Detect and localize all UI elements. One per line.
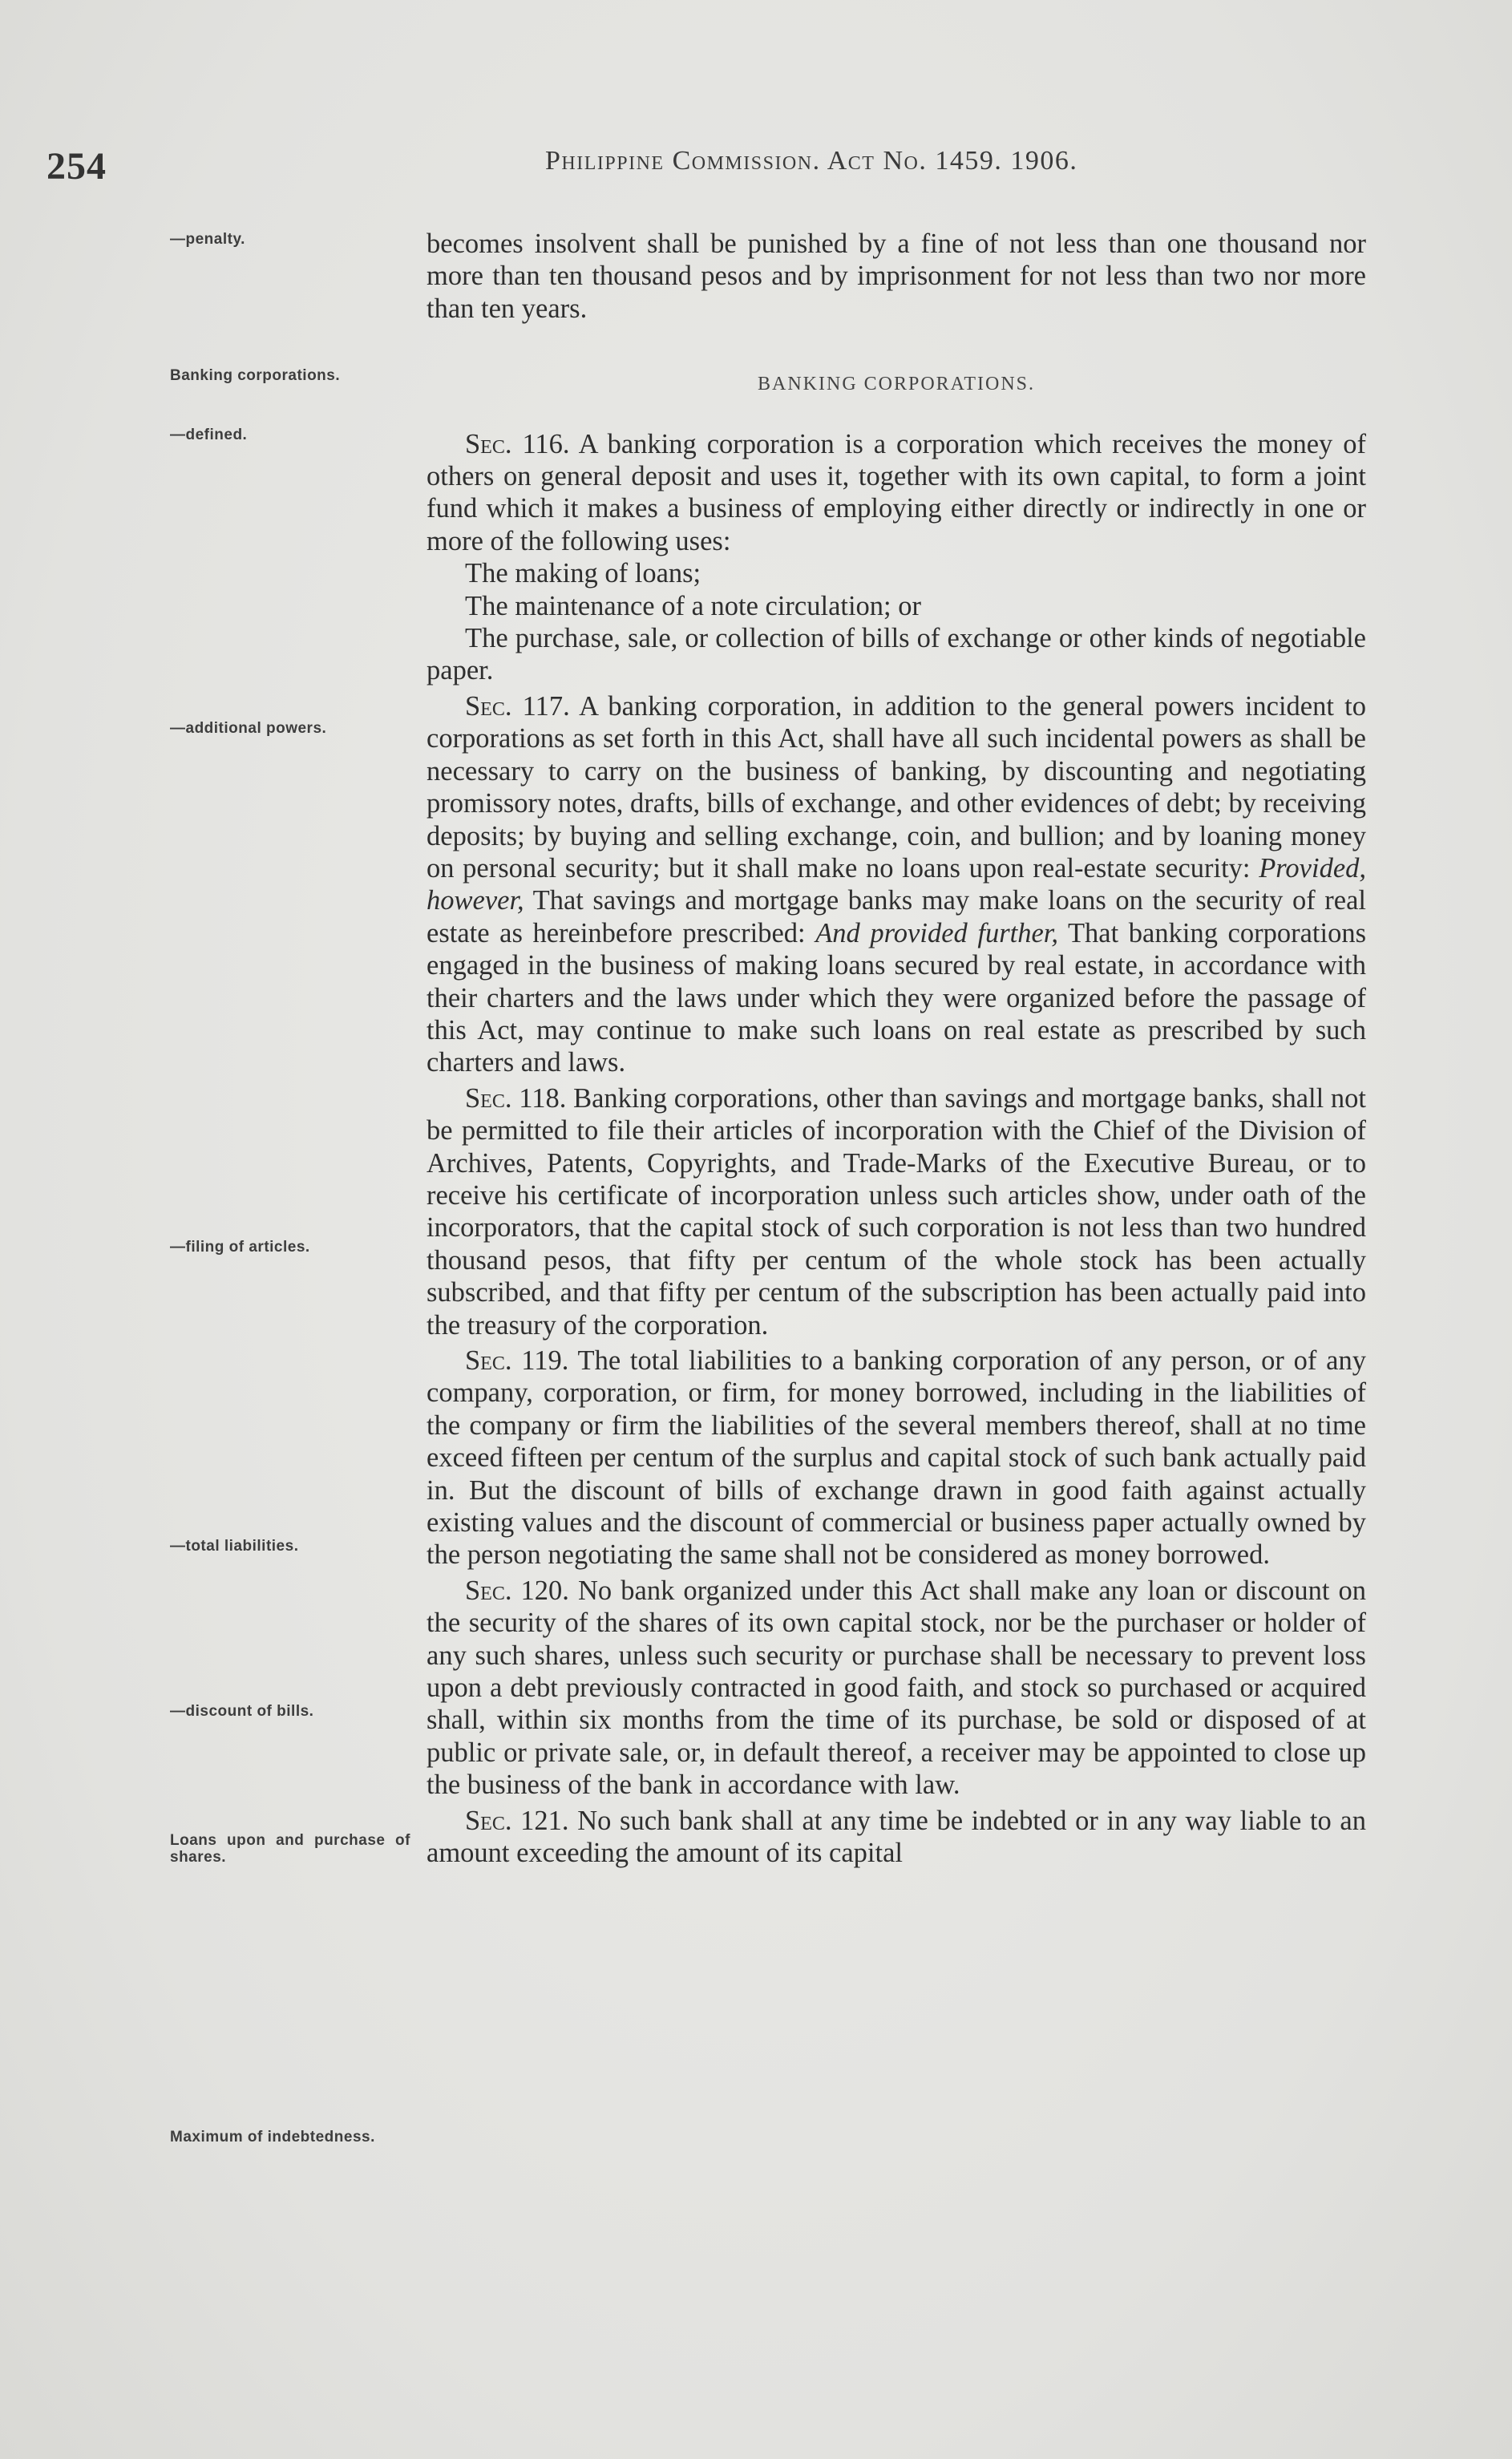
body-text: [427, 228, 1366, 1870]
margin-note-discount-of-bills: —discount of bills.: [170, 1703, 314, 1720]
sec-116-use-1: The making of loans;: [465, 558, 701, 589]
sec-117-proviso-2: And provided further,: [815, 917, 1058, 948]
sec-116-text: A banking corporation is a corporation which receives the money of others on general deposit and uses it, together with its own capital, to form a joint fund which it makes a business of employing either directly or indirectly in one or more of the following uses:: [427, 428, 1366, 556]
page-number: 254: [46, 145, 107, 188]
margin-note-additional-powers: —additional powers.: [170, 720, 327, 737]
margin-note-banking-corporations: Banking corporations.: [170, 367, 341, 384]
sec-120-label: Sec. 120.: [465, 1575, 569, 1606]
sec-121-paragraph: [427, 1805, 1366, 1870]
sec-117-label: Sec. 117.: [465, 690, 570, 722]
sec-117-paragraph: [427, 690, 1366, 1079]
sec-118-label: Sec. 118.: [465, 1082, 567, 1114]
sec-120-paragraph: [427, 1575, 1366, 1802]
sec-117-text-c: That banking corporations engaged in the business of making loans secured by real estate, in accordance with their charters and the laws under which they were organized before the passage of this Act, may continue to make such loans on real estate as prescribed by such charters and laws.: [427, 917, 1366, 1078]
sec-116-paragraph: [427, 428, 1366, 558]
margin-note-penalty: —penalty.: [170, 231, 245, 248]
running-head: [545, 146, 1077, 176]
sec-116-label: Sec. 116.: [465, 428, 570, 459]
margin-note-filing-of-articles: —filing of articles.: [170, 1239, 310, 1256]
sec-121-text: No such bank shall at any time be indebted or in any way liable to an amount exceeding the amount of its capital: [427, 1805, 1366, 1869]
sec-120-text: No bank organized under this Act shall make any loan or discount on the security of the shares of its own capital stock, nor be the purchaser or holder of any such shares, unless such security or purchase shall be necessary to prevent loss upon a debt previously contracted in good faith, and stock so purchased or acquired shall, within six months from the time of its purchase, be sold or disposed of at public or private sale, or, in default thereof, a receiver may be appointed to close up the business of the bank in accordance with law.: [427, 1575, 1367, 1801]
sec-121-label: Sec. 121.: [465, 1805, 569, 1836]
sec-116-use-3: The purchase, sale, or collection of bills of exchange or other kinds of negotiable paper.: [427, 623, 1366, 686]
section-heading: BANKING CORPORATIONS.: [757, 374, 1036, 395]
margin-note-defined: —defined.: [170, 427, 248, 443]
opening-paragraph: becomes insolvent shall be punished by a fine of not less than one thousand nor more than ten thousand pesos and by imprisonment for not less than two nor more than ten years.: [427, 229, 1366, 324]
margin-note-loans-purchase-shares: Loans upon and purchase of shares.: [170, 1832, 410, 1866]
sec-116-use-2: The maintenance of a note circulation; or: [465, 590, 921, 621]
sec-119-label: Sec. 119.: [465, 1345, 569, 1376]
sec-118-text: Banking corporations, other than savings and mortgage banks, shall not be permitted to file their articles of incorporation with the Chief of the Division of Archives, Patents, Copyrights, and Trade-Marks of the Executive Bureau, or to receive his certificate of incorporation unless such articles show, under oath of the incorporators, that the capital stock of such corporation is not less than two hundred thousand pesos, that fifty per centum of the whole stock has been actually subscribed, and that fifty per centum of the subscription has been actually paid into the treasury of the corporation.: [427, 1082, 1367, 1341]
sec-118-paragraph: [427, 1082, 1366, 1341]
sec-117-text-a: A banking corporation, in addition to the general powers incident to corporations as set forth in this Act, shall have all such incidental powers as shall be necessary to carry on the business of banking, by discounting and negotiating promissory notes, drafts, bills of exchange, and other evidences of debt; by receiving deposits; by buying and selling exchange, coin, and bullion; and by loaning money on personal security; but it shall make no loans upon real-estate security:: [427, 690, 1366, 884]
margin-note-maximum-indebtedness: Maximum of indebtedness.: [170, 2129, 375, 2146]
margin-note-total-liabilities: —total liabilities.: [170, 1538, 299, 1555]
sec-119-text: The total liabilities to a banking corporation of any person, or of any company, corporation, or firm, for money borrowed, including in the liabilities of the company or firm the liabilities of the several members thereof, shall at no time exceed fifteen per centum of the surplus and capital stock of such bank actually paid in. But the discount of bills of exchange drawn in good faith against actually existing values and the discount of commercial or business paper actually owned by the person negotiating the same shall not be considered as money borrowed.: [427, 1345, 1366, 1571]
sec-119-paragraph: [427, 1345, 1366, 1571]
sec-117-proviso-1: Provided, however,: [427, 852, 1367, 916]
sec-117-text-b: That savings and mortgage banks may make loans on the security of real estate as hereinbefore prescribed:: [427, 885, 1366, 948]
running-head-text: Philippine Commission. Act No. 1459. 1906.: [545, 146, 1078, 176]
